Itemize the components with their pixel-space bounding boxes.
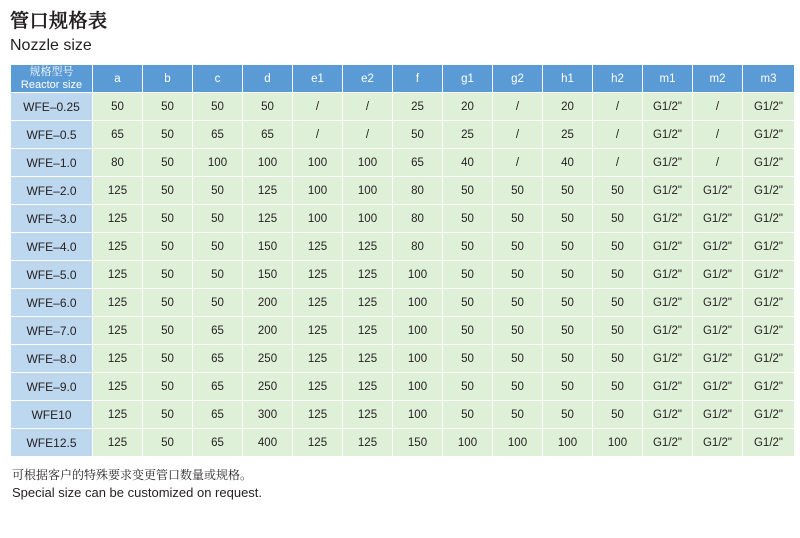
cell-h1: 50: [543, 205, 593, 233]
cell-b: 50: [143, 261, 193, 289]
cell-d: 300: [243, 401, 293, 429]
cell-a: 125: [93, 429, 143, 457]
cell-m1: G1/2": [643, 401, 693, 429]
cell-g2: /: [493, 149, 543, 177]
cell-e1: 100: [293, 149, 343, 177]
cell-m3: G1/2": [743, 401, 795, 429]
cell-m3: G1/2": [743, 149, 795, 177]
cell-b: 50: [143, 177, 193, 205]
cell-m1: G1/2": [643, 93, 693, 121]
cell-d: 100: [243, 149, 293, 177]
table-row: [11, 289, 795, 317]
cell-f: 65: [393, 149, 443, 177]
column-header-m1: m1: [643, 65, 693, 93]
cell-f: 80: [393, 233, 443, 261]
cell-h1: 40: [543, 149, 593, 177]
cell-e1: 125: [293, 233, 343, 261]
cell-e1: 125: [293, 401, 343, 429]
cell-m1: G1/2": [643, 121, 693, 149]
cell-e2: 125: [343, 317, 393, 345]
cell-d: 125: [243, 205, 293, 233]
cell-g1: 40: [443, 149, 493, 177]
row-model: WFE–7.0: [11, 317, 93, 345]
cell-a: 125: [93, 401, 143, 429]
cell-e1: /: [293, 93, 343, 121]
cell-m3: G1/2": [743, 317, 795, 345]
cell-e1: 100: [293, 205, 343, 233]
cell-m3: G1/2": [743, 373, 795, 401]
column-header-h1: h1: [543, 65, 593, 93]
cell-b: 50: [143, 345, 193, 373]
cell-g1: 50: [443, 233, 493, 261]
cell-g1: 50: [443, 289, 493, 317]
table-row: [11, 177, 795, 205]
cell-m2: /: [693, 93, 743, 121]
table-row: [11, 121, 795, 149]
cell-c: 65: [193, 401, 243, 429]
column-header-e2: e2: [343, 65, 393, 93]
cell-m1: G1/2": [643, 429, 693, 457]
table-row: [11, 373, 795, 401]
table-header: [11, 65, 795, 93]
cell-b: 50: [143, 205, 193, 233]
cell-e2: /: [343, 93, 393, 121]
cell-h1: 50: [543, 261, 593, 289]
cell-h1: 20: [543, 93, 593, 121]
row-model: WFE10: [11, 401, 93, 429]
column-header-c: c: [193, 65, 243, 93]
cell-e2: 125: [343, 429, 393, 457]
cell-m3: G1/2": [743, 233, 795, 261]
cell-m1: G1/2": [643, 261, 693, 289]
row-model: WFE–9.0: [11, 373, 93, 401]
cell-g1: 50: [443, 401, 493, 429]
cell-d: 65: [243, 121, 293, 149]
cell-g2: /: [493, 121, 543, 149]
cell-b: 50: [143, 401, 193, 429]
cell-m3: G1/2": [743, 205, 795, 233]
cell-h2: 50: [593, 373, 643, 401]
cell-h2: 50: [593, 345, 643, 373]
cell-h1: 50: [543, 289, 593, 317]
cell-e2: 100: [343, 177, 393, 205]
cell-h2: 50: [593, 401, 643, 429]
cell-c: 50: [193, 205, 243, 233]
cell-m2: G1/2": [693, 289, 743, 317]
column-header-f: f: [393, 65, 443, 93]
row-model: WFE–1.0: [11, 149, 93, 177]
cell-g1: 50: [443, 261, 493, 289]
cell-c: 65: [193, 317, 243, 345]
cell-a: 125: [93, 317, 143, 345]
cell-b: 50: [143, 93, 193, 121]
cell-g1: 20: [443, 93, 493, 121]
cell-f: 25: [393, 93, 443, 121]
cell-d: 50: [243, 93, 293, 121]
row-model: WFE–5.0: [11, 261, 93, 289]
table-row: [11, 149, 795, 177]
column-header-h2: h2: [593, 65, 643, 93]
cell-g2: 50: [493, 205, 543, 233]
page-title-en: Nozzle size: [10, 37, 92, 54]
cell-d: 150: [243, 233, 293, 261]
cell-m2: G1/2": [693, 345, 743, 373]
cell-c: 50: [193, 93, 243, 121]
cell-h2: 50: [593, 261, 643, 289]
table-header-row: [11, 65, 795, 93]
cell-g1: 50: [443, 373, 493, 401]
cell-g1: 100: [443, 429, 493, 457]
cell-m2: G1/2": [693, 261, 743, 289]
cell-g2: 50: [493, 401, 543, 429]
cell-b: 50: [143, 233, 193, 261]
cell-d: 200: [243, 317, 293, 345]
cell-m1: G1/2": [643, 345, 693, 373]
cell-g1: 25: [443, 121, 493, 149]
cell-e2: 125: [343, 345, 393, 373]
cell-f: 100: [393, 289, 443, 317]
cell-g2: 50: [493, 177, 543, 205]
cell-e1: /: [293, 121, 343, 149]
cell-m2: G1/2": [693, 317, 743, 345]
cell-e2: /: [343, 121, 393, 149]
cell-m2: G1/2": [693, 233, 743, 261]
page-title-cn: 管口规格表: [10, 11, 108, 32]
cell-f: 100: [393, 401, 443, 429]
cell-h1: 50: [543, 373, 593, 401]
cell-m1: G1/2": [643, 177, 693, 205]
cell-g2: 50: [493, 233, 543, 261]
table-row: [11, 93, 795, 121]
cell-h1: 50: [543, 233, 593, 261]
cell-g2: /: [493, 93, 543, 121]
cell-e2: 125: [343, 401, 393, 429]
cell-e1: 125: [293, 373, 343, 401]
column-header-g2: g2: [493, 65, 543, 93]
cell-e2: 100: [343, 205, 393, 233]
cell-m2: G1/2": [693, 373, 743, 401]
cell-m3: G1/2": [743, 261, 795, 289]
column-header-e1: e1: [293, 65, 343, 93]
cell-h2: 100: [593, 429, 643, 457]
cell-m3: G1/2": [743, 177, 795, 205]
column-header-d: d: [243, 65, 293, 93]
cell-a: 80: [93, 149, 143, 177]
cell-h2: /: [593, 93, 643, 121]
column-header-a: a: [93, 65, 143, 93]
cell-f: 100: [393, 373, 443, 401]
cell-d: 150: [243, 261, 293, 289]
cell-h1: 50: [543, 177, 593, 205]
cell-m2: /: [693, 121, 743, 149]
cell-b: 50: [143, 149, 193, 177]
cell-g1: 50: [443, 317, 493, 345]
cell-g1: 50: [443, 345, 493, 373]
cell-b: 50: [143, 121, 193, 149]
cell-g2: 50: [493, 345, 543, 373]
cell-e1: 100: [293, 177, 343, 205]
cell-b: 50: [143, 429, 193, 457]
corner-header-line1: 规格型号: [29, 65, 74, 78]
cell-m3: G1/2": [743, 121, 795, 149]
cell-e1: 125: [293, 345, 343, 373]
cell-f: 100: [393, 317, 443, 345]
cell-e1: 125: [293, 317, 343, 345]
cell-m3: G1/2": [743, 345, 795, 373]
cell-g2: 50: [493, 317, 543, 345]
cell-a: 125: [93, 345, 143, 373]
cell-e1: 125: [293, 429, 343, 457]
cell-e1: 125: [293, 261, 343, 289]
row-model: WFE–3.0: [11, 205, 93, 233]
cell-h1: 50: [543, 401, 593, 429]
cell-h1: 50: [543, 317, 593, 345]
cell-h1: 25: [543, 121, 593, 149]
cell-c: 50: [193, 233, 243, 261]
row-model: WFE–8.0: [11, 345, 93, 373]
cell-a: 65: [93, 121, 143, 149]
cell-m2: G1/2": [693, 429, 743, 457]
table-row: [11, 345, 795, 373]
cell-b: 50: [143, 317, 193, 345]
row-model: WFE–0.25: [11, 93, 93, 121]
column-header-g1: g1: [443, 65, 493, 93]
cell-h2: 50: [593, 177, 643, 205]
cell-m2: /: [693, 149, 743, 177]
cell-a: 125: [93, 373, 143, 401]
cell-m2: G1/2": [693, 177, 743, 205]
cell-e2: 125: [343, 261, 393, 289]
cell-e2: 125: [343, 289, 393, 317]
cell-e2: 125: [343, 233, 393, 261]
cell-b: 50: [143, 289, 193, 317]
cell-c: 65: [193, 345, 243, 373]
note-en: Special size can be customized on request.: [12, 485, 263, 500]
table-row: [11, 233, 795, 261]
cell-f: 150: [393, 429, 443, 457]
note-cn: 可根据客户的特殊要求变更管口数量或规格。: [12, 468, 253, 482]
cell-c: 50: [193, 289, 243, 317]
cell-c: 65: [193, 373, 243, 401]
cell-m1: G1/2": [643, 233, 693, 261]
table-body: [11, 93, 795, 457]
cell-c: 50: [193, 261, 243, 289]
table-row: [11, 401, 795, 429]
cell-h2: /: [593, 149, 643, 177]
cell-f: 80: [393, 205, 443, 233]
cell-g2: 100: [493, 429, 543, 457]
nozzle-size-table: [10, 64, 795, 457]
cell-m1: G1/2": [643, 149, 693, 177]
notes-block: [12, 466, 792, 502]
cell-g2: 50: [493, 261, 543, 289]
cell-e2: 125: [343, 373, 393, 401]
cell-h2: 50: [593, 317, 643, 345]
column-header-b: b: [143, 65, 193, 93]
cell-b: 50: [143, 373, 193, 401]
cell-f: 50: [393, 121, 443, 149]
table-row: [11, 429, 795, 457]
column-header-m2: m2: [693, 65, 743, 93]
cell-d: 250: [243, 373, 293, 401]
cell-d: 200: [243, 289, 293, 317]
cell-h2: 50: [593, 233, 643, 261]
cell-h1: 100: [543, 429, 593, 457]
cell-m2: G1/2": [693, 205, 743, 233]
cell-m1: G1/2": [643, 373, 693, 401]
cell-a: 125: [93, 289, 143, 317]
cell-h2: /: [593, 121, 643, 149]
cell-a: 125: [93, 205, 143, 233]
row-model: WFE–6.0: [11, 289, 93, 317]
corner-header-line2: Reactor size: [20, 78, 83, 91]
row-model: WFE–4.0: [11, 233, 93, 261]
cell-c: 50: [193, 177, 243, 205]
cell-a: 125: [93, 177, 143, 205]
table-row: [11, 317, 795, 345]
cell-m1: G1/2": [643, 317, 693, 345]
cell-c: 65: [193, 121, 243, 149]
row-model: WFE–2.0: [11, 177, 93, 205]
cell-f: 80: [393, 177, 443, 205]
cell-c: 100: [193, 149, 243, 177]
cell-d: 250: [243, 345, 293, 373]
cell-m3: G1/2": [743, 429, 795, 457]
cell-f: 100: [393, 345, 443, 373]
cell-c: 65: [193, 429, 243, 457]
cell-h2: 50: [593, 205, 643, 233]
cell-f: 100: [393, 261, 443, 289]
row-model: WFE–0.5: [11, 121, 93, 149]
cell-g2: 50: [493, 373, 543, 401]
table-corner-header: [11, 65, 93, 93]
column-header-m3: m3: [743, 65, 795, 93]
cell-e1: 125: [293, 289, 343, 317]
cell-d: 400: [243, 429, 293, 457]
cell-e2: 100: [343, 149, 393, 177]
cell-g1: 50: [443, 205, 493, 233]
cell-m3: G1/2": [743, 93, 795, 121]
cell-g2: 50: [493, 289, 543, 317]
table-row: [11, 205, 795, 233]
cell-m3: G1/2": [743, 289, 795, 317]
cell-g1: 50: [443, 177, 493, 205]
table-row: [11, 261, 795, 289]
cell-a: 50: [93, 93, 143, 121]
cell-h2: 50: [593, 289, 643, 317]
cell-h1: 50: [543, 345, 593, 373]
cell-m1: G1/2": [643, 205, 693, 233]
cell-d: 125: [243, 177, 293, 205]
cell-m1: G1/2": [643, 289, 693, 317]
cell-m2: G1/2": [693, 401, 743, 429]
row-model: WFE12.5: [11, 429, 93, 457]
cell-a: 125: [93, 233, 143, 261]
cell-a: 125: [93, 261, 143, 289]
